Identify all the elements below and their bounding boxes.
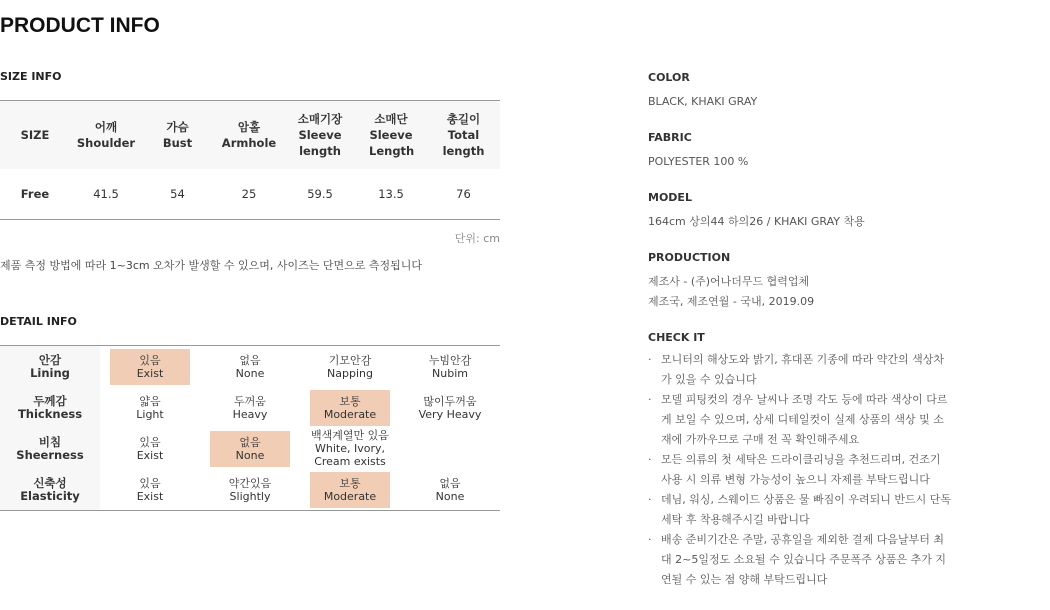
detail-option-selected — [310, 472, 390, 508]
detail-option-cell — [200, 387, 300, 428]
sleeve-length-column-header — [285, 101, 355, 170]
shoulder-header-ko: 어깨 — [94, 120, 118, 134]
detail-option-en: Slightly — [229, 489, 271, 503]
sleeve-cuff-header-en: Sleeve Length — [369, 128, 415, 158]
shoulder-value: 41.5 — [93, 187, 119, 201]
detail-option — [410, 472, 490, 508]
bullet-icon: · — [648, 453, 652, 466]
detail-option — [110, 390, 190, 426]
detail-row-label-ko: 안감 — [38, 352, 62, 367]
bullet-icon: · — [648, 493, 652, 506]
detail-option-cell — [200, 428, 300, 469]
detail-option-en: Nubim — [432, 366, 468, 380]
detail-option-en: Very Heavy — [418, 407, 482, 421]
detail-row-label — [0, 346, 100, 388]
production-title: PRODUCTION — [648, 251, 731, 264]
detail-option-cell — [100, 428, 200, 469]
armhole-column-header — [213, 101, 285, 170]
model-block — [648, 191, 865, 232]
check-it-item — [648, 350, 951, 390]
unit-note: 단위: cm — [454, 232, 500, 245]
detail-option-cell — [300, 428, 400, 469]
origin-date-line: 제조국, 제조연월 - 국내, 2019.09 — [648, 295, 815, 308]
detail-option-cell — [400, 387, 500, 428]
detail-option-en: Moderate — [323, 489, 377, 503]
detail-option-selected — [110, 349, 190, 385]
detail-option — [310, 349, 390, 385]
detail-option-en: Exist — [136, 489, 164, 503]
detail-option-ko: 약간있음 — [228, 476, 272, 490]
production-block — [648, 251, 814, 312]
detail-option-en: Napping — [327, 366, 373, 380]
bullet-icon: · — [648, 393, 652, 406]
fabric-title: FABRIC — [648, 131, 692, 144]
detail-option — [310, 431, 390, 467]
detail-row-label — [0, 387, 100, 428]
check-it-text: 모니터의 해상도와 밝기, 휴대폰 기종에 따라 약간의 색상차가 있을 수 있습니다 — [661, 353, 944, 386]
check-it-text: 배송 준비기간은 주말, 공휴일을 제외한 결제 다음날부터 최대 2~5일정도 소요될 수 있습니다 주문폭주 상품은 추가 지연될 수 있는 점 양해 부탁드립니다 — [661, 533, 946, 586]
detail-option — [110, 472, 190, 508]
bust-header-en: Bust — [162, 136, 193, 150]
detail-option — [210, 390, 290, 426]
detail-option — [410, 390, 490, 426]
total-length-header-en: Total length — [442, 128, 485, 158]
detail-row-label — [0, 469, 100, 511]
page-title: PRODUCT INFO — [0, 14, 160, 37]
sleeve-length-header-en: Sleeve length — [298, 128, 342, 158]
detail-option-ko: 보통 — [339, 394, 361, 408]
bust-value: 54 — [170, 187, 185, 201]
detail-option-ko: 있음 — [139, 353, 161, 367]
size-info-heading: SIZE INFO — [0, 70, 62, 83]
detail-option-ko: 두꺼움 — [234, 394, 266, 408]
detail-row — [0, 469, 500, 511]
total-length-header-ko: 총길이 — [446, 112, 481, 126]
detail-option-ko: 없음 — [439, 476, 461, 490]
check-it-text: 모델 피팅컷의 경우 날씨나 조명 각도 등에 따라 색상이 다르게 보일 수 있으며, 상세 디테일컷이 실제 상품의 색상 및 소재에 가까우므로 구매 전 꼭 확인해주세요 — [661, 393, 948, 446]
color-block — [648, 71, 757, 112]
detail-option-cell — [100, 469, 200, 511]
detail-option-ko: 누빔안감 — [428, 353, 472, 367]
size-header-label: SIZE — [20, 128, 50, 142]
detail-row — [0, 387, 500, 428]
bust-header-ko: 가슴 — [166, 120, 189, 134]
model-title: MODEL — [648, 191, 692, 204]
check-it-item — [648, 450, 951, 490]
detail-option-cell — [300, 469, 400, 511]
check-it-title: CHECK IT — [648, 331, 705, 344]
total-length-column-header — [427, 101, 500, 170]
detail-option — [110, 431, 190, 467]
detail-option-ko: 있음 — [139, 435, 161, 449]
shoulder-header-en: Shoulder — [76, 136, 136, 150]
detail-option-selected — [310, 390, 390, 426]
measure-note: 제품 측정 방법에 따라 1~3cm 오차가 발생할 수 있으며, 사이즈는 단면으로 측정됩니다 — [0, 259, 422, 272]
check-it-item — [648, 390, 951, 450]
detail-option-en: Exist — [136, 366, 164, 380]
detail-option — [210, 349, 290, 385]
fabric-value: POLYESTER 100 % — [648, 155, 749, 168]
check-it-list — [648, 350, 951, 590]
detail-row — [0, 346, 500, 388]
armhole-value: 25 — [241, 187, 257, 201]
check-it-block — [648, 331, 951, 590]
detail-option-en: None — [235, 366, 265, 380]
detail-option-ko: 많이두꺼움 — [423, 394, 477, 408]
size-column-header — [0, 101, 70, 170]
detail-option-en: Light — [136, 407, 164, 421]
detail-option-ko: 얇음 — [139, 394, 161, 408]
armhole-header-ko: 암홀 — [237, 120, 261, 134]
bullet-icon: · — [648, 533, 652, 546]
detail-option-ko: 있음 — [139, 476, 161, 490]
detail-option-cell — [400, 469, 500, 511]
detail-option-ko: 기모안감 — [328, 353, 372, 367]
bullet-icon: · — [648, 353, 652, 366]
detail-option-cell — [200, 346, 300, 388]
detail-option-en: None — [235, 448, 265, 462]
total-length-value: 76 — [456, 187, 471, 201]
detail-option-en: Moderate — [323, 407, 377, 421]
detail-row-label-en: Thickness — [17, 406, 83, 421]
detail-row-label-ko: 신축성 — [33, 475, 67, 490]
check-it-text: 데님, 워싱, 스웨이드 상품은 물 빠짐이 우려되니 반드시 단독 세탁 후 착용해주시길 바랍니다 — [661, 493, 951, 526]
detail-option — [410, 349, 490, 385]
production-value — [648, 272, 814, 312]
check-it-text: 모든 의류의 첫 세탁은 드라이클리닝을 추천드리며, 건조기 사용 시 의류 변형 가능성이 높으니 자제를 부탁드립니다 — [661, 453, 941, 486]
detail-row-label-en: Sheerness — [16, 447, 84, 462]
detail-option-en: White, Ivory, — [315, 442, 385, 455]
detail-row-label-en: Lining — [30, 365, 70, 380]
sleeve-cuff-value: 13.5 — [378, 187, 404, 201]
size-label: Free — [20, 187, 50, 201]
sleeve-length-value: 59.5 — [307, 187, 333, 201]
check-it-item — [648, 530, 951, 590]
detail-option-cell — [200, 469, 300, 511]
detail-option-en: None — [435, 489, 465, 503]
detail-row — [0, 428, 500, 469]
sleeve-cuff-header-ko: 소매단 — [374, 112, 408, 126]
detail-row-label-ko: 비침 — [38, 434, 62, 449]
detail-row-label — [0, 428, 100, 469]
color-value: BLACK, KHAKI GRAY — [648, 95, 758, 108]
detail-option-cell — [400, 428, 500, 469]
detail-option-cell — [100, 346, 200, 388]
color-title: COLOR — [648, 71, 690, 84]
detail-info-heading: DETAIL INFO — [0, 315, 77, 328]
detail-option-selected — [210, 431, 290, 467]
armhole-header-en: Armhole — [221, 136, 277, 150]
model-value: 164cm 상의44 하의26 / KHAKI GRAY 착용 — [648, 215, 865, 228]
size-row-free — [0, 169, 500, 220]
sleeve-cuff-column-header — [355, 101, 427, 170]
detail-option-en-line2: Cream exists — [314, 455, 386, 468]
size-table — [0, 100, 500, 220]
size-table-header — [0, 101, 500, 170]
detail-option — [410, 431, 490, 467]
detail-option-cell — [300, 387, 400, 428]
detail-row-label-ko: 두께감 — [33, 393, 67, 408]
detail-option-ko: 없음 — [239, 353, 261, 367]
detail-option — [210, 472, 290, 508]
sleeve-length-header-ko: 소매기장 — [297, 112, 343, 126]
detail-option-en: Exist — [136, 448, 164, 462]
detail-option-ko: 없음 — [239, 435, 261, 449]
detail-option-cell — [400, 346, 500, 388]
detail-option-cell — [100, 387, 200, 428]
shoulder-column-header — [70, 101, 142, 170]
detail-row-label-en: Elasticity — [20, 488, 80, 503]
detail-table — [0, 345, 500, 511]
detail-option-ko: 백색계열만 있음 — [311, 429, 389, 442]
bust-column-header — [142, 101, 213, 170]
check-it-item — [648, 490, 951, 530]
manufacturer-line: 제조사 - (주)어나더무드 협력업체 — [648, 275, 810, 288]
detail-option-cell — [300, 346, 400, 388]
fabric-block — [648, 131, 748, 172]
detail-option-ko: 보통 — [339, 476, 361, 490]
detail-option-en: Heavy — [232, 407, 268, 421]
